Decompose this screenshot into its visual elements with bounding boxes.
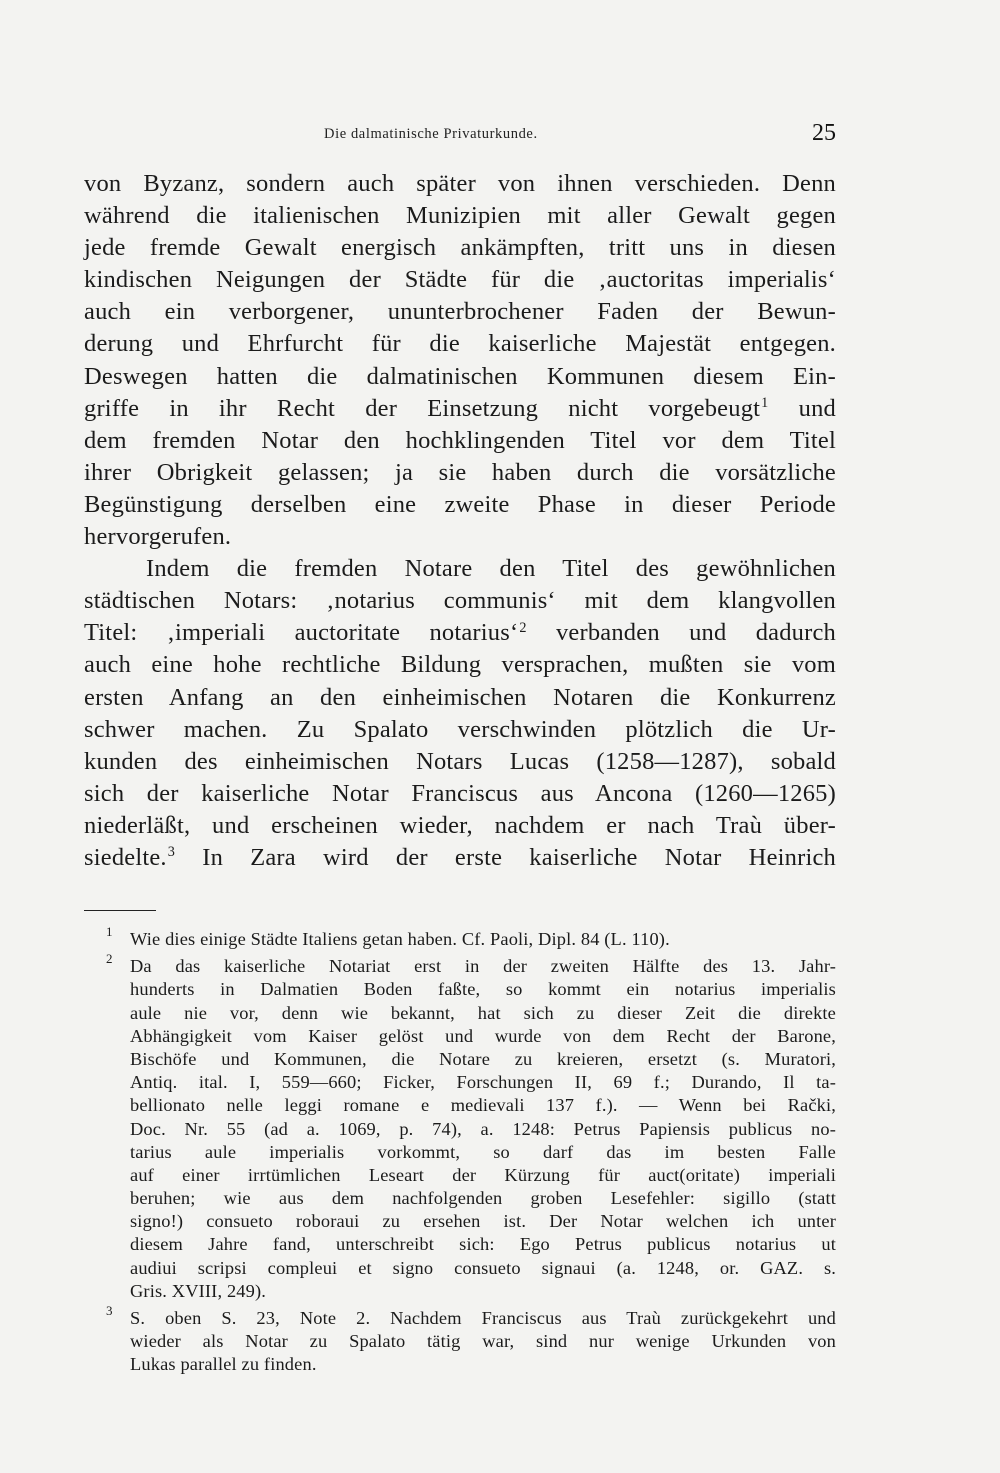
text-segment: Titel: ‚imperiali auctoritate notarius‘	[84, 619, 519, 647]
text-line	[84, 393, 836, 425]
main-text	[84, 168, 836, 874]
footnote-line: audiui scripsi compleui et signo consueto signaui (a. 1248, or. GAZ. s.	[130, 1257, 836, 1278]
footnote-line: Antiq. ital. I, 559—660; Ficker, Forschungen II, 69 f.; Durando, Il ta-	[130, 1072, 836, 1093]
text-line: niederläßt, und erscheinen wieder, nachdem er nach Traù über-	[84, 811, 836, 839]
text-line: sich der kaiserliche Notar Franciscus aus Ancona (1260—1265)	[84, 779, 836, 807]
footnote-line: S. oben S. 23, Note 2. Nachdem Franciscus aus Traù zurückgekehrt und	[130, 1308, 836, 1328]
footnote-line: auf einer irrtümlichen Leseart der Kürzung für auct(oritate) imperiali	[130, 1164, 836, 1185]
footnote-line: Abhängigkeit vom Kaiser gelöst und wurde von dem Recht der Barone,	[130, 1025, 836, 1046]
text-line: schwer machen. Zu Spalato verschwinden plötzlich die Ur-	[84, 715, 836, 743]
footnote-line: aule nie vor, denn wie bekannt, hat sich zu dieser Zeit die direkte	[130, 1002, 836, 1023]
footnote-mark: 2	[106, 951, 113, 967]
footnote-line: beruhen; wie aus dem nachfolgenden groben Lesefehler: sigillo (statt	[130, 1188, 836, 1209]
text-line: derung und Ehrfurcht für die kaiserliche Majestät entgegen.	[84, 330, 836, 358]
text-line: dem fremden Notar den hochklingenden Titel vor dem Titel	[84, 426, 836, 454]
page-number: 25	[812, 120, 836, 146]
footnote-line: Da das kaiserliche Notariat erst in der zweiten Hälfte des 13. Jahr-	[130, 956, 836, 977]
footnote-line: Gris. XVIII, 249).	[130, 1280, 267, 1301]
footnote-1	[84, 924, 836, 951]
text-segment: griffe in ihr Recht der Einsetzung nicht vorgebeugt	[84, 394, 761, 422]
footnote-3	[84, 1303, 836, 1377]
footnote-line: Lukas parallel zu finden.	[130, 1354, 317, 1375]
paragraph-first-line: Indem die fremden Notare den Titel des gewöhnlichen	[146, 555, 836, 583]
text-line: hervorgerufen.	[84, 523, 232, 551]
footnotes	[84, 924, 836, 1381]
footnote-line: tarius aule imperialis vorkommt, so darf das im besten Falle	[130, 1141, 836, 1162]
text-line: städtischen Notars: ‚notarius communis‘ mit dem klangvollen	[84, 587, 836, 615]
running-title: Die dalmatinische Privaturkunde.	[324, 126, 538, 142]
text-segment: und	[798, 394, 836, 422]
running-head	[84, 122, 836, 146]
footnote-mark: 3	[106, 1303, 113, 1318]
footnote-line: hunderts in Dalmatien Boden faßte, so kommt ein notarius imperialis	[130, 979, 836, 1000]
footnote-divider	[84, 910, 156, 911]
footnote-line: Bischöfe und Kommunen, die Notare zu kreieren, ersetzt (s. Muratori,	[130, 1048, 836, 1069]
footnote-line: Wie dies einige Städte Italiens getan haben. Cf. Paoli, Dipl. 84 (L. 110).	[130, 929, 670, 949]
text-line: Deswegen hatten die dalmatinischen Kommunen diesem Ein-	[84, 362, 836, 390]
text-line	[84, 842, 836, 874]
footnote-ref: 1	[761, 394, 769, 411]
footnote-line: bellionato nelle leggi romane e medievali 137 f.). — Wenn bei Rački,	[130, 1095, 836, 1116]
footnote-2	[84, 951, 836, 1303]
text-segment: In Zara wird der erste kaiserliche Notar Heinrich	[202, 843, 836, 871]
text-line: ersten Anfang an den einheimischen Notaren die Konkurrenz	[84, 683, 836, 711]
text-line: jede fremde Gewalt energisch ankämpften, tritt uns in diesen	[84, 234, 836, 262]
footnote-ref: 3	[167, 844, 176, 861]
footnote-ref: 2	[519, 619, 527, 636]
text-line: kunden des einheimischen Notars Lucas (1258—1287), sobald	[84, 747, 836, 775]
text-line: auch ein verborgener, ununterbrochener Faden der Bewun-	[84, 298, 836, 326]
text-segment: siedelte.	[84, 843, 167, 871]
footnote-line: signo!) consueto roboraui zu ersehen ist. Der Notar welchen ich unter	[130, 1211, 836, 1232]
text-line: ihrer Obrigkeit gelassen; ja sie haben durch die vorsätzliche	[84, 458, 836, 486]
text-line: kindischen Neigungen der Städte für die ‚auctoritas imperialis‘	[84, 266, 836, 294]
footnote-line: Doc. Nr. 55 (ad a. 1069, p. 74), a. 1248: Petrus Papiensis publicus no-	[130, 1118, 836, 1139]
footnote-line: diesem Jahre fand, unterschreibt sich: Ego Petrus publicus notarius ut	[130, 1234, 836, 1255]
text-line: Begünstigung derselben eine zweite Phase in dieser Periode	[84, 490, 836, 518]
text-line: während die italienischen Munizipien mit aller Gewalt gegen	[84, 202, 836, 230]
text-line: von Byzanz, sondern auch später von ihnen verschieden. Denn	[84, 170, 836, 197]
text-line	[84, 617, 836, 649]
text-line: auch eine hohe rechtliche Bildung versprachen, mußten sie vom	[84, 651, 836, 679]
text-segment: verbanden und dadurch	[555, 619, 837, 647]
footnote-line: wieder als Notar zu Spalato tätig war, sind nur wenige Urkunden von	[130, 1331, 836, 1352]
footnote-mark: 1	[106, 924, 113, 939]
